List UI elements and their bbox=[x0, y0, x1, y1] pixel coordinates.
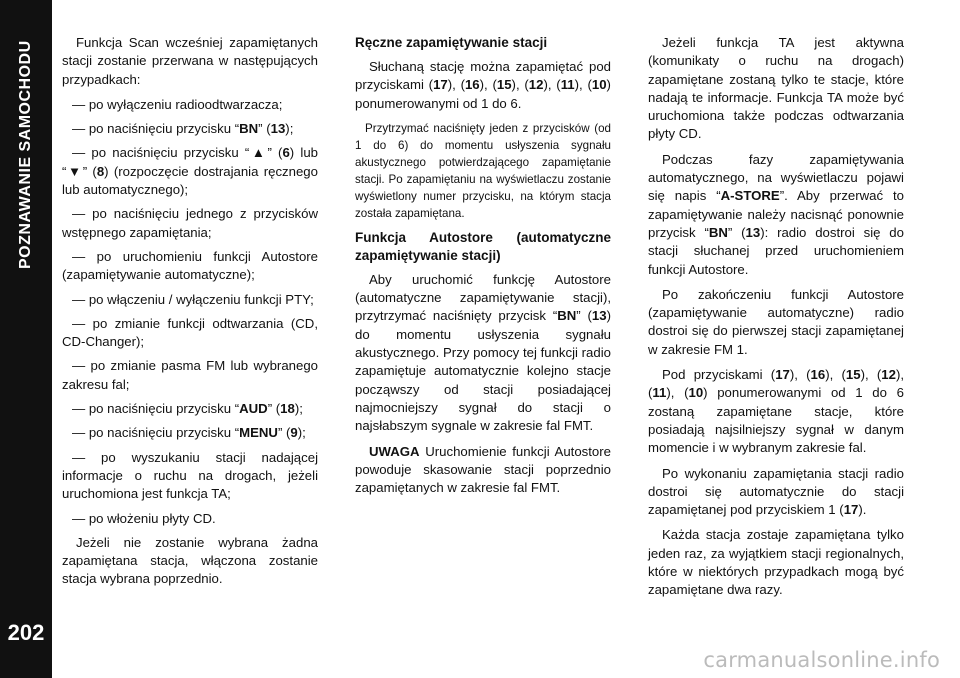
button-number: 17 bbox=[775, 367, 790, 383]
button-number: 11 bbox=[560, 77, 575, 93]
button-number: 16 bbox=[810, 367, 826, 383]
button-number: 13 bbox=[591, 308, 607, 324]
text-column-2 bbox=[355, 34, 611, 504]
list-item: — po wyszukaniu stacji nadającej informacje o ruchu na drogach, jeżeli uruchomiona jest funkcja TA; bbox=[62, 449, 318, 502]
button-number: 11 bbox=[652, 385, 667, 401]
paragraph-preset-buttons: Pod przyciskami (17), (16), (15), (12), (11), (10) ponumerowanymi od 1 do 6 zostaną zapamiętane stacje, które posiadają najsilniejszy sygnał w danym momencie i w wybranym zakresie fal. bbox=[648, 367, 904, 456]
paragraph-ta-function: Jeżeli funkcja TA jest aktywna (komunikaty o ruchu na drogach) zapamiętane zostaną tylko te stacje, które nadają te informacje. Funkcja TA może być uruchomiona także podczas odtwarzania płyty CD. bbox=[648, 35, 904, 142]
button-number: 17 bbox=[843, 502, 859, 518]
display-label: A-STORE bbox=[720, 188, 780, 204]
warning-label: UWAGA bbox=[369, 443, 420, 459]
list-item: — po włączeniu / wyłączeniu funkcji PTY; bbox=[72, 291, 314, 307]
key-label: BN bbox=[708, 224, 728, 240]
button-number: 13 bbox=[745, 224, 761, 240]
paragraph-regional: Każda stacja zostaje zapamiętana tylko jeden raz, za wyjątkiem stacji regionalnych, które w niektórych przypadkach mogą być zapamiętane dwa razy. bbox=[648, 527, 904, 598]
button-number: 15 bbox=[496, 77, 512, 93]
paragraph-fallback: Jeżeli nie zostanie wybrana żadna zapamiętana stacja, włączona zostanie stacja wybrana poprzednio. bbox=[62, 534, 318, 587]
section-sidebar bbox=[0, 0, 52, 678]
heading-manual-store: Ręczne zapamiętywanie stacji bbox=[355, 35, 548, 50]
heading-autostore: Funkcja Autostore (automatyczne zapamiętywanie stacji) bbox=[355, 229, 611, 263]
button-number: 15 bbox=[845, 367, 861, 383]
list-item: — po zmianie funkcji odtwarzania (CD, CD-Changer); bbox=[62, 315, 318, 350]
list-item: — po uruchomieniu funkcji Autostore (zapamiętywanie automatyczne); bbox=[62, 248, 318, 283]
key-label: AUD bbox=[239, 401, 268, 417]
button-number: 10 bbox=[591, 77, 607, 93]
list-item: — po naciśnięciu przycisku “BN” (13); bbox=[72, 121, 294, 137]
paragraph-warning: UWAGA Uruchomienie funkcji Autostore powoduje skasowanie stacji poprzednio zapamiętanych w zakresie fal FMT. bbox=[355, 443, 611, 496]
key-label: BN bbox=[557, 308, 577, 324]
text-column-3 bbox=[648, 34, 904, 607]
key-label: MENU bbox=[239, 425, 278, 441]
key-label: BN bbox=[239, 121, 259, 137]
list-item: — po naciśnięciu przycisku “▲” (6) lub “▼” (8) (rozpoczęcie dostrajania ręcznego lub automatycznego); bbox=[62, 145, 318, 198]
text-column-1 bbox=[62, 34, 318, 596]
list-item: — po włożeniu płyty CD. bbox=[72, 510, 216, 526]
button-number: 16 bbox=[464, 77, 480, 93]
paragraph-scan-intro: Funkcja Scan wcześniej zapamiętanych stacji zostanie przerwana w następujących przypadkach: bbox=[62, 35, 318, 87]
list-item: — po naciśnięciu przycisku “AUD” (18); bbox=[72, 401, 303, 417]
paragraph-autostore-end: Po zakończeniu funkcji Autostore (zapamiętywanie automatyczne) radio dostroi się do pierwszej stacji zapamiętanej w zakresie FM 1. bbox=[648, 286, 904, 357]
button-number: 12 bbox=[528, 77, 544, 93]
button-number: 9 bbox=[290, 425, 298, 441]
button-number: 17 bbox=[433, 77, 448, 93]
list-item: — po wyłączeniu radioodtwarzacza; bbox=[72, 96, 283, 112]
paragraph-autostore: Aby uruchomić funkcję Autostore (automatyczne zapamiętywanie stacji), przytrzymać naciśnięty przycisk “BN” (13) do momentu usłyszenia sygnału akustycznego. Przy pomocy tej funkcji radio zapamiętuje automatycznie kolejno stacje począwszy od stacji posiadającej najmocniejszy sygnał do stacji o najsłabszym sygnale w zakresie fal FMT. bbox=[355, 271, 611, 434]
button-number: 18 bbox=[280, 401, 295, 417]
button-number: 13 bbox=[270, 121, 286, 137]
button-number: 10 bbox=[688, 385, 704, 401]
button-number: 12 bbox=[881, 367, 896, 383]
list-item: — po zmianie pasma FM lub wybranego zakresu fal; bbox=[62, 358, 318, 392]
list-item: — po naciśnięciu przycisku “MENU” (9); bbox=[72, 425, 306, 441]
button-number: 6 bbox=[282, 145, 290, 161]
paragraph-store-note: Przytrzymać naciśnięty jeden z przycisków (od 1 do 6) do momentu usłyszenia sygnału akustycznego potwierdzającego zapamiętanie stacji. Po zapamiętaniu na wyświetlaczu zostanie wyświetlony numer przycisku, na którym stacja została zapamiętana. bbox=[355, 121, 611, 220]
watermark-text: carmanualsonline.info bbox=[703, 648, 940, 672]
section-title: POZNAWANIE SAMOCHODU bbox=[17, 40, 34, 270]
page-number: 202 bbox=[7, 620, 45, 645]
paragraph-astore-display: Podczas fazy zapamiętywania automatycznego, na wyświetlaczu pojawi się napis “A-STORE”. Aby przerwać to zapamiętywanie należy nacisnąć ponownie przycisk “BN” (13): radio dostroi się do stacji słuchanej przed uruchomieniem funkcji Autostore. bbox=[648, 151, 904, 277]
list-item: — po naciśnięciu jednego z przycisków wstępnego zapamiętania; bbox=[62, 206, 318, 240]
button-number: 8 bbox=[96, 163, 105, 179]
paragraph-tune-first: Po wykonaniu zapamiętania stacji radio dostroi się automatycznie do stacji zapamiętanej pod przyciskiem 1 (17). bbox=[648, 465, 904, 518]
paragraph-manual-store: Słuchaną stację można zapamiętać pod przyciskami (17), (16), (15), (12), (11), (10) ponumerowanymi od 1 do 6. bbox=[355, 59, 611, 111]
